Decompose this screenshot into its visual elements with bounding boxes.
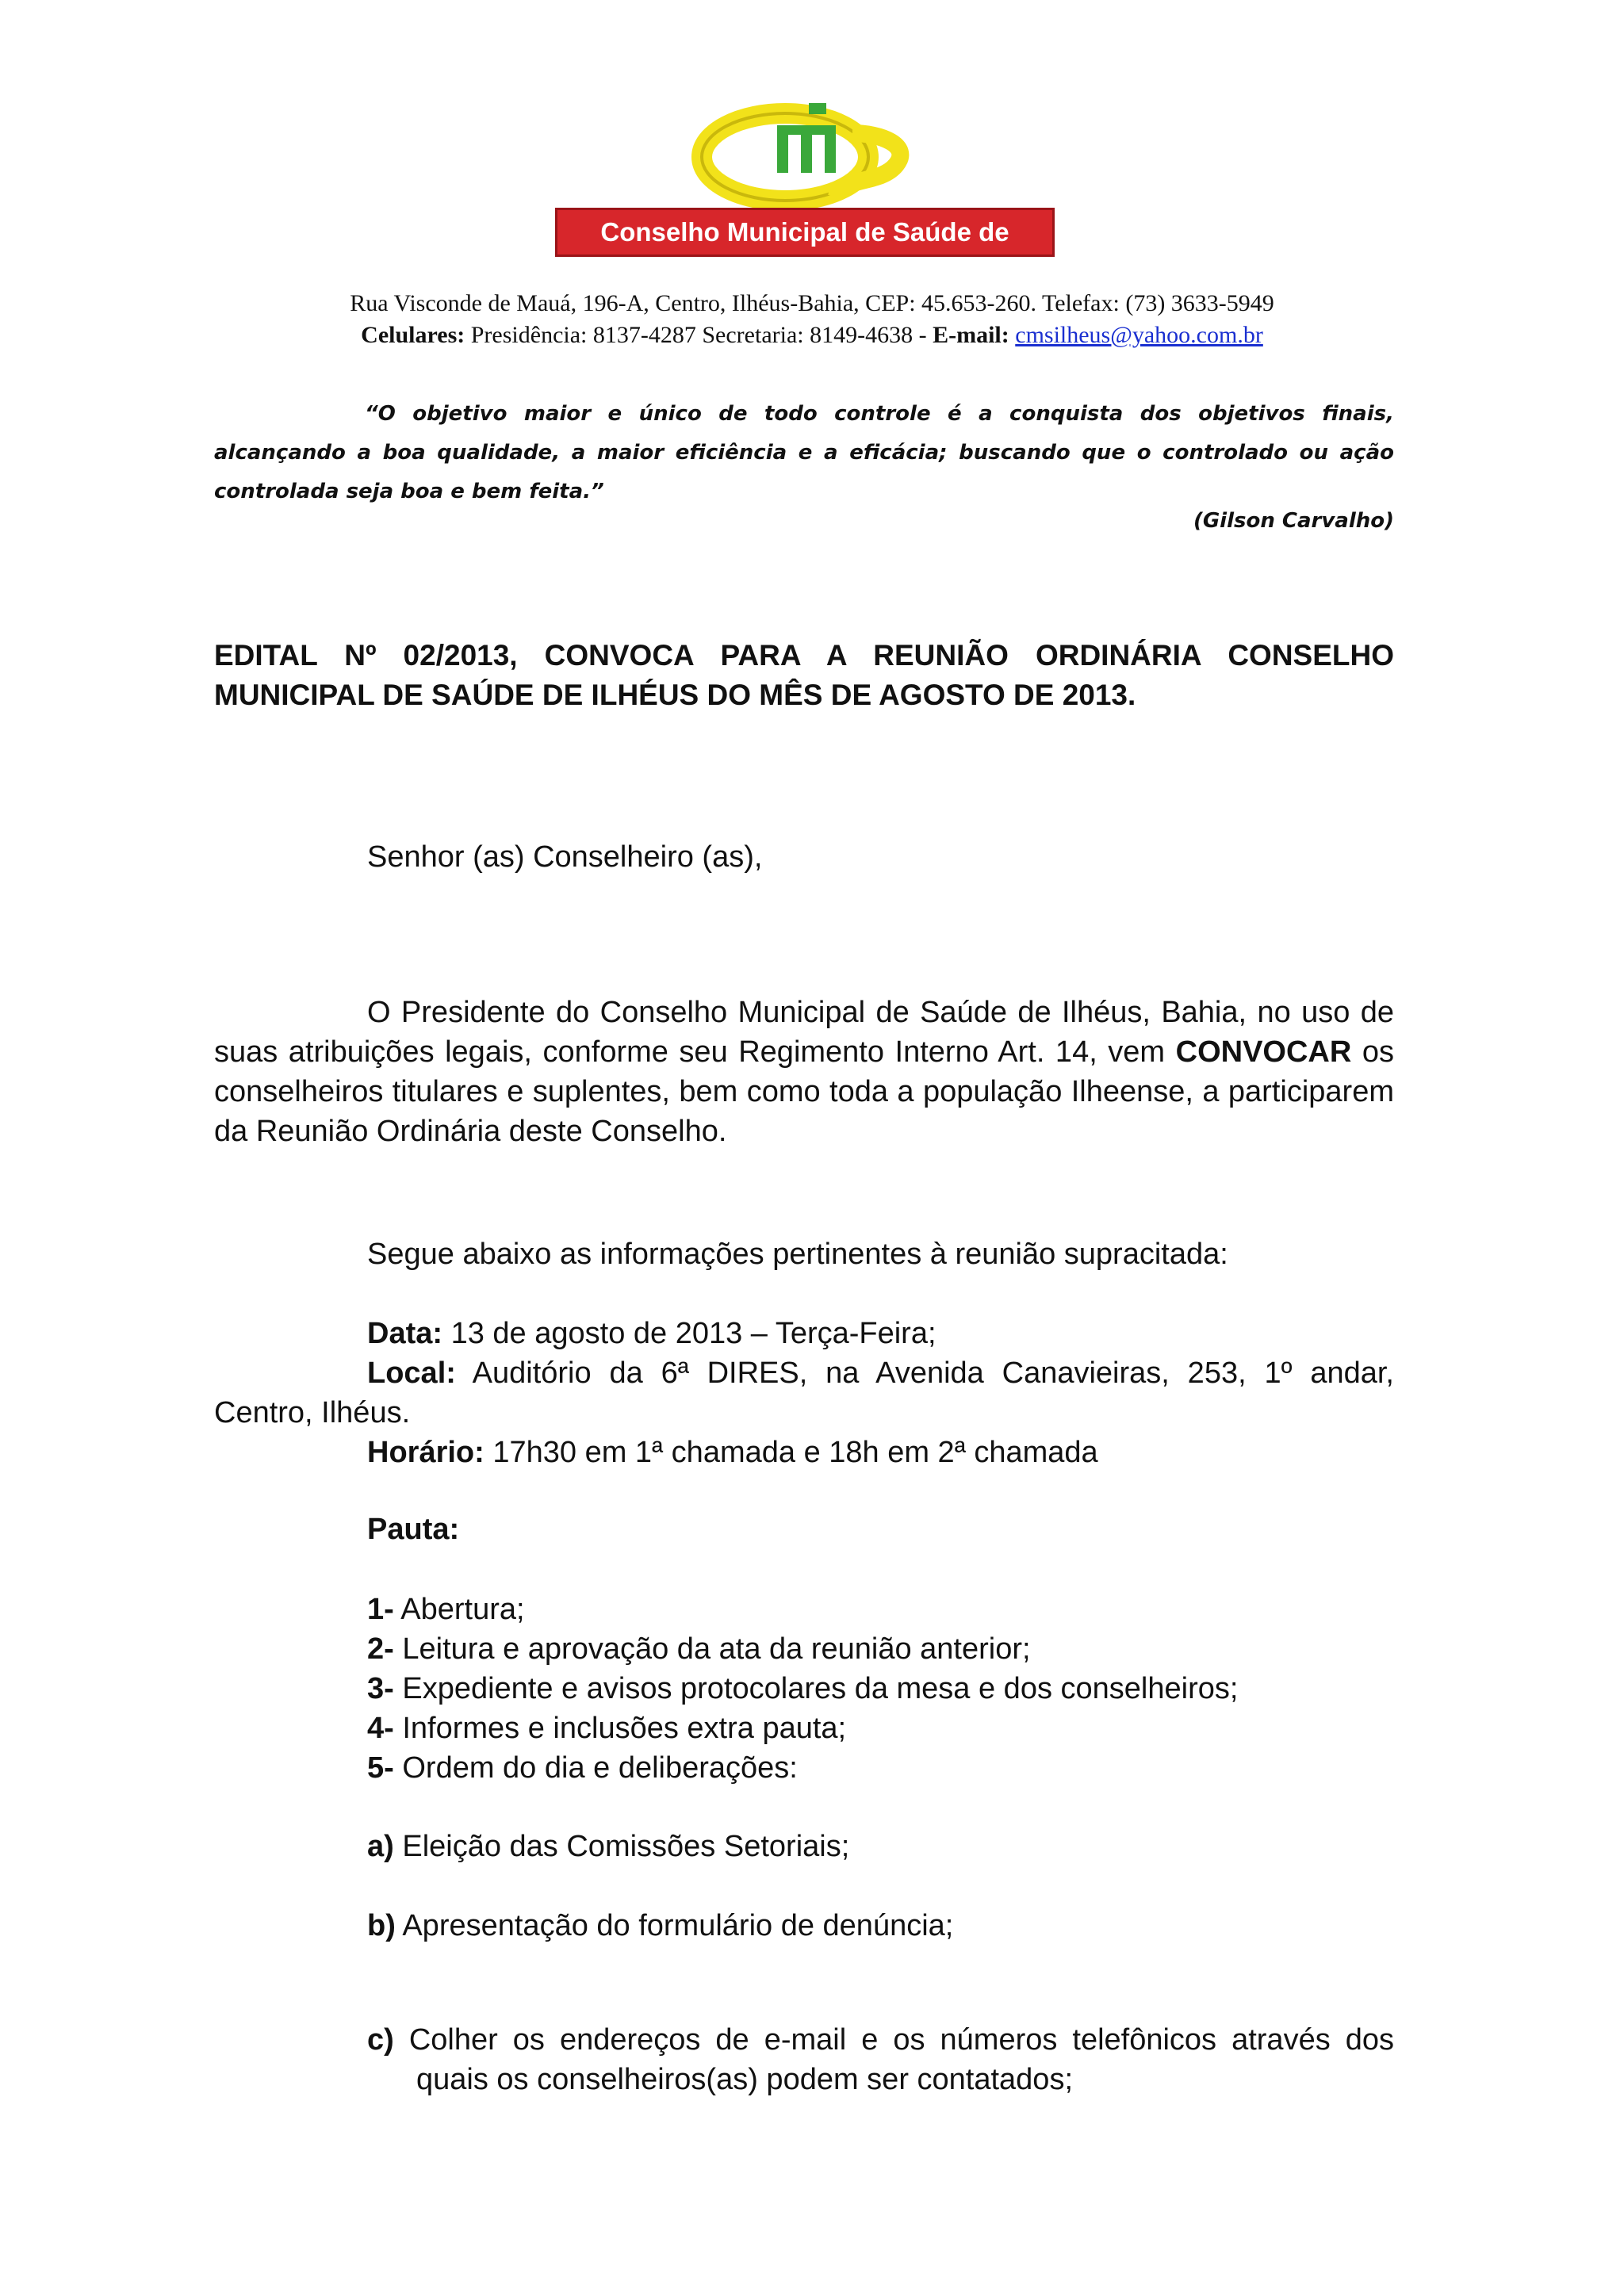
list-item xyxy=(367,1629,1394,1669)
item-text: Informes e inclusões extra pauta; xyxy=(393,1712,847,1745)
logo-banner: Conselho Municipal de Saúde de Ilhéus-Bahia xyxy=(555,208,1055,257)
subitem-letter: c) xyxy=(367,2023,394,2057)
subitem-letter: a) xyxy=(367,1830,394,1863)
time-value: 17h30 em 1ª chamada e 18h em 2ª chamada xyxy=(484,1436,1098,1469)
item-number: 1- xyxy=(367,1593,394,1626)
phones-text: Presidência: 8137-4287 Secretaria: 8149-4638 - xyxy=(465,322,933,348)
meeting-info xyxy=(214,1314,1394,1472)
item-text: Expediente e avisos protocolares da mesa e dos conselheiros; xyxy=(393,1672,1239,1705)
paragraph-text-start: O Presidente do Conselho Municipal de Saúde de Ilhéus, Bahia, no uso de suas atribuições legais, conforme seu Regimento Interno Art. 14, vem xyxy=(214,996,1394,1069)
list-item xyxy=(367,1709,1394,1748)
date-label: Data: xyxy=(367,1317,443,1350)
subitem-letter: b) xyxy=(367,1909,396,1942)
email-link[interactable]: cmsilheus@yahoo.com.br xyxy=(1015,322,1263,348)
place-line xyxy=(214,1353,1394,1433)
agenda-list xyxy=(367,1590,1394,1788)
list-item xyxy=(367,1748,1394,1788)
subitem-text: Colher os endereços de e-mail e os números telefônicos através dos xyxy=(393,2023,1394,2057)
item-text: Ordem do dia e deliberações: xyxy=(393,1751,798,1785)
address-line: Rua Visconde de Mauá, 196-A, Centro, Ilhéus-Bahia, CEP: 45.653-260. Telefax: (73) 3633-5949 xyxy=(350,290,1274,316)
subitem-text: Apresentação do formulário de denúncia; xyxy=(395,1909,954,1942)
item-number: 5- xyxy=(367,1751,394,1785)
item-text: Leitura e aprovação da ata da reunião anterior; xyxy=(393,1632,1031,1666)
place-value: Auditório da 6ª DIRES, na Avenida Canavieiras, 253, 1º andar, Centro, Ilhéus. xyxy=(214,1357,1394,1429)
item-number: 4- xyxy=(367,1712,394,1745)
convocar-word: CONVOCAR xyxy=(1175,1035,1352,1069)
date-value: 13 de agosto de 2013 – Terça-Feira; xyxy=(442,1317,936,1350)
time-line xyxy=(214,1433,1394,1472)
date-line xyxy=(214,1314,1394,1353)
email-label: E-mail: xyxy=(933,322,1009,348)
cms-logo-icon xyxy=(690,101,928,212)
salutation: Senhor (as) Conselheiro (as), xyxy=(367,840,763,874)
subitem-b xyxy=(367,1906,1547,1946)
phones-label: Celulares: xyxy=(361,322,465,348)
item-text: Abertura; xyxy=(393,1593,525,1626)
item-number: 3- xyxy=(367,1672,394,1705)
contact-line xyxy=(0,322,1624,349)
quote-author: (Gilson Carvalho) xyxy=(1193,509,1394,533)
pauta-heading: Pauta: xyxy=(367,1513,460,1546)
subitem-c-continuation: quais os conselheiros(as) podem ser contatados; xyxy=(416,2063,1074,2096)
epigraph-quote xyxy=(214,395,1394,511)
paragraph-text-end: os conselheiros titulares e suplentes, bem como toda a população Ilheense, a participarem da Reunião Ordinária deste Conselho. xyxy=(214,1035,1394,1148)
segue-text: Segue abaixo as informações pertinentes à reunião supracitada: xyxy=(367,1238,1228,1271)
subitem-text: Eleição das Comissões Setoriais; xyxy=(393,1830,850,1863)
place-label: Local: xyxy=(367,1357,456,1390)
quote-text: “O objetivo maior e único de todo controle é a conquista dos objetivos finais, alcançando a boa qualidade, a maior eficiência e a eficácia; buscando que o controlado ou ação controlada seja boa e bem feita.” xyxy=(214,402,1394,503)
council-logo xyxy=(555,101,1055,291)
list-item xyxy=(367,1590,1394,1629)
list-item xyxy=(367,1669,1394,1709)
convocation-paragraph xyxy=(214,993,1394,1151)
subitem-c xyxy=(367,2020,1394,2060)
time-label: Horário: xyxy=(367,1436,485,1469)
document-title: EDITAL Nº 02/2013, CONVOCA PARA A REUNIÃO ORDINÁRIA CONSELHO MUNICIPAL DE SAÚDE DE ILHÉUS DO MÊS DE AGOSTO DE 2013. xyxy=(214,639,1394,711)
item-number: 2- xyxy=(367,1632,394,1666)
subitem-a xyxy=(367,1827,1547,1866)
